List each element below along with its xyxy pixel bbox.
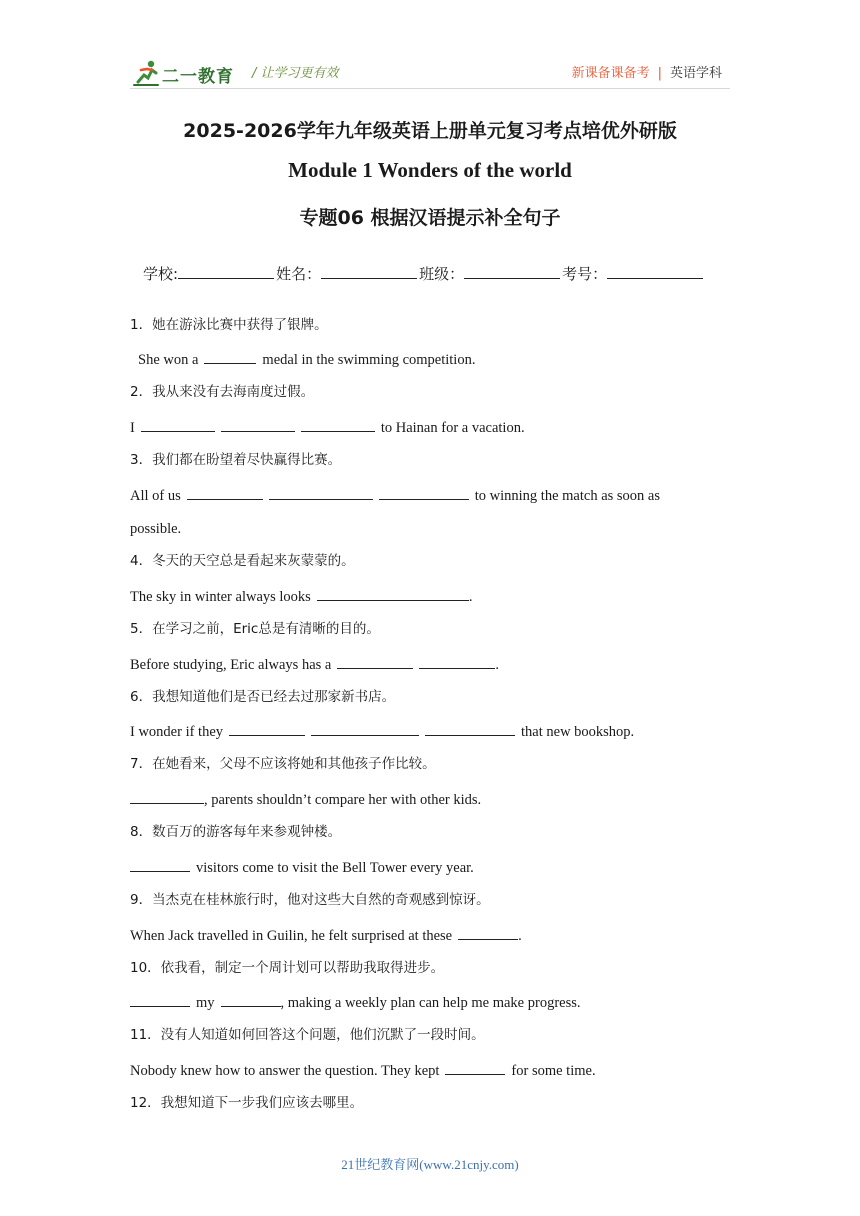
question-5-cn: 5．在学习之前，Eric总是有清晰的目的。	[130, 621, 380, 637]
answer-blank[interactable]	[425, 722, 515, 736]
question-6-en	[130, 722, 730, 741]
answer-blank[interactable]	[311, 722, 419, 736]
question-11-en	[130, 1061, 730, 1080]
question-12-cn: 12．我想知道下一步我们应该去哪里。	[130, 1095, 364, 1111]
header-slogan: / 让学习更有效	[252, 66, 339, 81]
q6-text-b: that new bookshop.	[521, 724, 635, 740]
question-2-cn: 2．我从来没有去海南度过假。	[130, 384, 315, 400]
question-7-cn: 7．在她看来，父母不应该将她和其他孩子作比较。	[130, 756, 436, 772]
q10-text-a: my	[196, 995, 215, 1011]
answer-blank[interactable]	[141, 418, 215, 432]
name-label: 姓名：	[276, 265, 322, 283]
answer-blank[interactable]	[301, 418, 375, 432]
q3-text-a: All of us	[130, 488, 181, 504]
question-1-cn: 1．她在游泳比赛中获得了银牌。	[130, 317, 328, 333]
student-info-row	[143, 262, 705, 284]
answer-blank[interactable]	[187, 486, 263, 500]
q11-text-b: for some time.	[511, 1063, 596, 1079]
header-right	[572, 62, 722, 81]
page-header	[0, 0, 860, 96]
q5-text-b: .	[495, 657, 499, 673]
runner-logo-icon	[132, 58, 162, 88]
q4-text-b: .	[468, 589, 473, 605]
name-blank[interactable]	[321, 262, 417, 279]
question-3-en-cont: possible.	[130, 521, 182, 537]
q4-text-a: The sky in winter always looks	[130, 589, 311, 605]
question-3-en	[130, 486, 730, 505]
q10-text-b: , making a weekly plan can help me make progress.	[280, 995, 581, 1011]
question-6-cn: 6．我想知道他们是否已经去过那家新书店。	[130, 689, 396, 705]
q9-text-b: .	[518, 928, 522, 944]
answer-blank[interactable]	[269, 486, 373, 500]
header-divider	[130, 88, 730, 89]
page-footer: 21世纪教育网(www.21cnjy.com)	[341, 1157, 519, 1172]
question-3-cn: 3．我们都在盼望着尽快赢得比赛。	[130, 452, 342, 468]
question-5-en	[130, 655, 730, 674]
q2-text-a: I	[130, 420, 135, 436]
answer-blank[interactable]	[221, 418, 295, 432]
question-11-cn: 11．没有人知道如何回答这个问题，他们沉默了一段时间。	[130, 1027, 485, 1043]
q8-text-a: visitors come to visit the Bell Tower every year.	[196, 860, 474, 876]
q6-text-a: I wonder if they	[130, 724, 224, 740]
module-title: Module 1 Wonders of the world	[288, 158, 572, 182]
class-label: 班级：	[419, 265, 465, 283]
school-blank[interactable]	[178, 262, 274, 279]
answer-blank[interactable]	[204, 350, 256, 364]
answer-blank[interactable]	[221, 993, 281, 1007]
exam-no-label: 考号：	[562, 265, 608, 283]
question-8-cn: 8．数百万的游客每年来参观钟楼。	[130, 824, 342, 840]
q1-text-a: She won a	[138, 352, 199, 368]
logo-text: 二一教育	[162, 67, 234, 87]
q5-text-a: Before studying, Eric always has a	[130, 657, 332, 673]
answer-blank[interactable]	[130, 858, 190, 872]
header-separator: |	[657, 66, 662, 81]
answer-blank[interactable]	[130, 993, 190, 1007]
school-label: 学校:	[143, 265, 179, 283]
q7-text-a: , parents shouldn’t compare her with other kids.	[204, 792, 482, 808]
class-blank[interactable]	[464, 262, 560, 279]
q9-text-a: When Jack travelled in Guilin, he felt surprised at these	[130, 928, 453, 944]
question-9-cn: 9．当杰克在桂林旅行时，他对这些大自然的奇观感到惊讶。	[130, 892, 490, 908]
question-10-cn: 10．依我看，制定一个周计划可以帮助我取得进步。	[130, 960, 445, 976]
question-1-en	[138, 350, 738, 369]
answer-blank[interactable]	[379, 486, 469, 500]
topic-title: 专题06 根据汉语提示补全句子	[299, 207, 561, 229]
question-4-en	[130, 587, 730, 606]
answer-blank[interactable]	[419, 655, 495, 669]
question-10-en	[130, 993, 730, 1012]
answer-blank[interactable]	[317, 587, 469, 601]
question-4-cn: 4．冬天的天空总是看起来灰蒙蒙的。	[130, 553, 355, 569]
answer-blank[interactable]	[445, 1061, 505, 1075]
question-7-en	[130, 790, 730, 809]
header-subject: 英语学科	[669, 66, 722, 81]
answer-blank[interactable]	[229, 722, 305, 736]
question-9-en	[130, 926, 730, 945]
q2-text-b: to Hainan for a vacation.	[380, 420, 525, 436]
question-8-en	[130, 858, 730, 877]
answer-blank[interactable]	[130, 790, 204, 804]
header-tagline: 新课备课备考	[571, 66, 650, 81]
answer-blank[interactable]	[458, 926, 518, 940]
q3-text-b: to winning the match as soon as	[474, 488, 661, 504]
doc-title: 2025-2026学年九年级英语上册单元复习考点培优外研版	[183, 120, 677, 142]
logo	[132, 58, 244, 90]
question-2-en	[130, 418, 730, 437]
q1-text-b: medal in the swimming competition.	[262, 352, 476, 368]
answer-blank[interactable]	[337, 655, 413, 669]
q11-text-a: Nobody knew how to answer the question. They kept	[130, 1063, 440, 1079]
exam-no-blank[interactable]	[607, 262, 703, 279]
